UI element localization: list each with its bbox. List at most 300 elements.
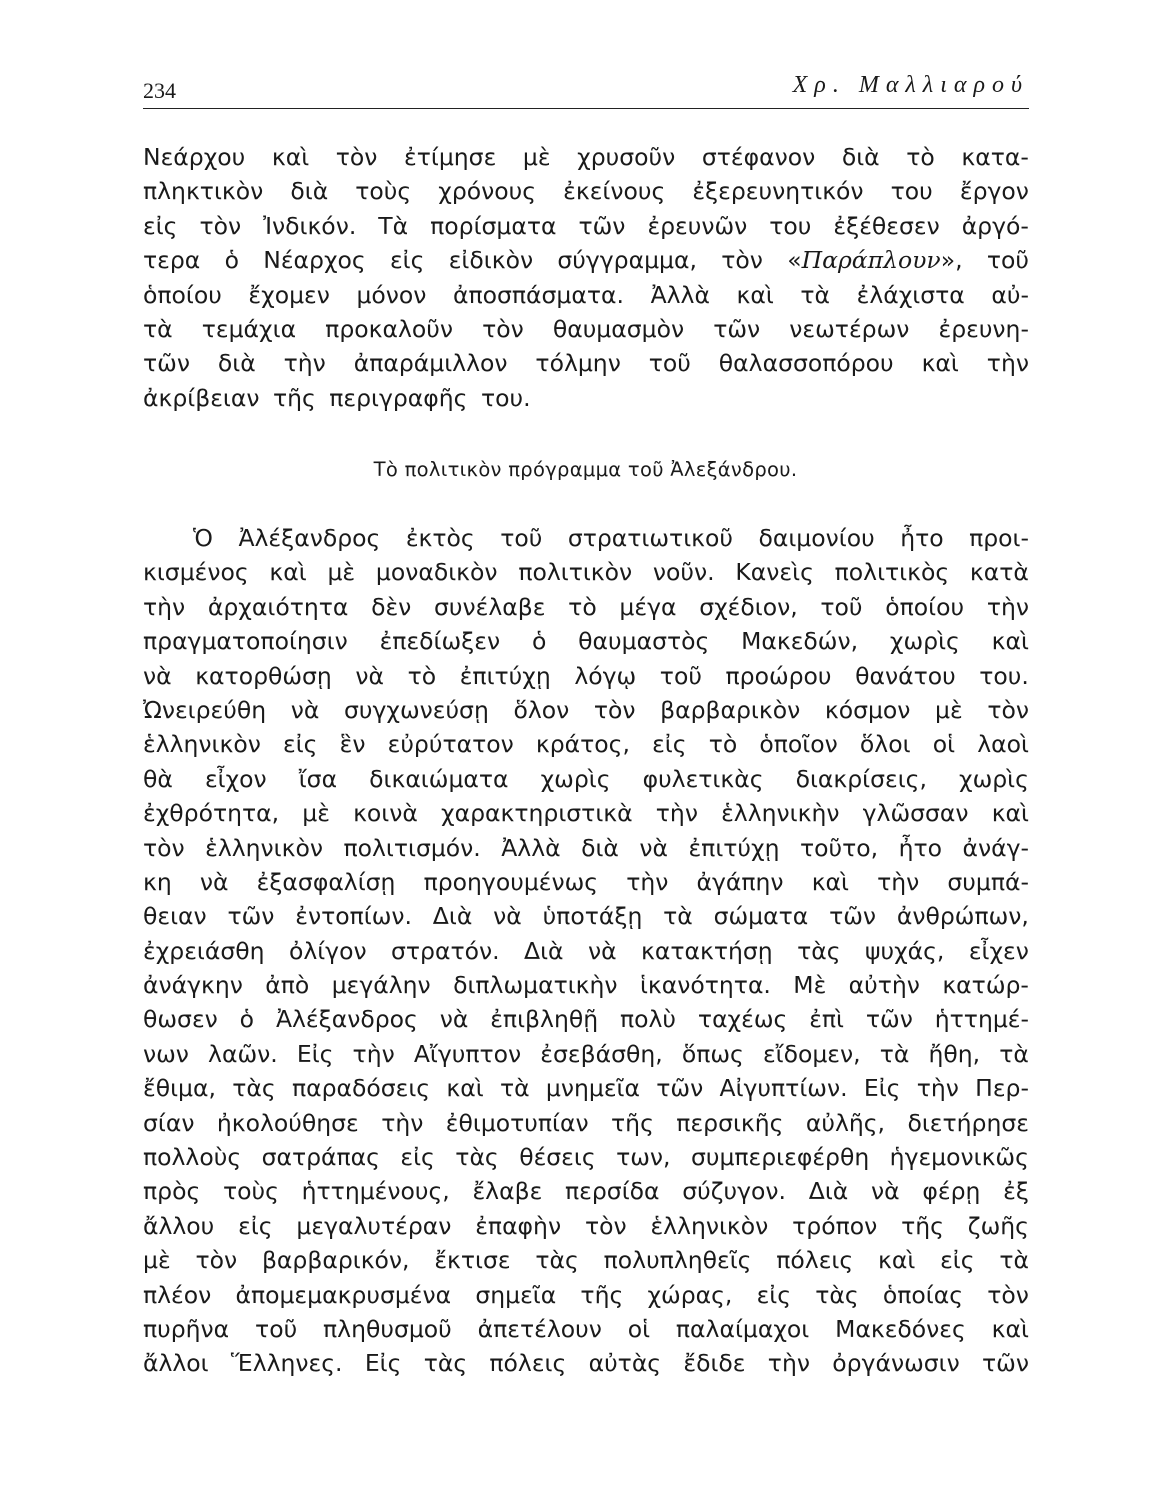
- word: ἄλλου: [143, 1211, 215, 1240]
- word: ἑλληνικὸν: [650, 1211, 769, 1240]
- word: σίαν: [143, 1108, 195, 1137]
- word: Περ-: [975, 1074, 1029, 1103]
- word: διακρίσεις,: [795, 764, 927, 793]
- word: τοῦ: [986, 246, 1029, 275]
- word: τὸν: [987, 1280, 1029, 1309]
- word: πολιτικὸν: [518, 558, 633, 587]
- word: θωσεν: [143, 1005, 218, 1034]
- word: τὸ: [906, 143, 935, 171]
- word: ἄλλοι: [143, 1349, 209, 1378]
- word: ἀνάγ-: [962, 833, 1029, 862]
- word: ὁ: [224, 246, 239, 275]
- word: εἰς: [143, 211, 178, 240]
- word: δικαιώματα: [369, 764, 509, 793]
- word: ὅλοι: [859, 730, 911, 759]
- text-line: [143, 521, 1029, 555]
- word: ἐξερευνητικόν: [692, 177, 864, 206]
- word: εἶχον: [204, 764, 267, 793]
- word: καὶ: [991, 1314, 1029, 1343]
- word: εἶχεν: [968, 936, 1029, 965]
- word: σύγγραμμα,: [557, 246, 697, 275]
- word: ἑλληνικὴν: [721, 799, 840, 828]
- word: ἀνάγκην: [143, 971, 243, 1000]
- word: συμπεριεφέρθη: [690, 1143, 870, 1172]
- word: τὰς: [797, 936, 841, 965]
- text-line: ἀκρίβειαν τῆς περιγραφῆς του.: [143, 383, 531, 412]
- word: κισμένος: [143, 558, 249, 587]
- word: μοναδικὸν: [375, 558, 498, 587]
- word: τῶν: [578, 211, 626, 240]
- word: εἴδομεν,: [762, 1039, 861, 1068]
- word: τὸ: [568, 592, 597, 621]
- word: Εἰς: [364, 1349, 402, 1378]
- word: κατα-: [961, 143, 1029, 171]
- word: χωρὶς: [959, 764, 1029, 793]
- word: Ἀλλὰ: [501, 833, 561, 862]
- word: αὐ-: [991, 280, 1029, 309]
- word: τοῦ: [820, 592, 863, 621]
- text-line: [143, 762, 1029, 796]
- word: χαρακτηριστικὰ: [441, 799, 633, 828]
- word: προι-: [969, 524, 1029, 552]
- word: φέρῃ: [922, 1177, 981, 1206]
- word: Ὠνειρεύθη: [143, 695, 267, 724]
- word: μέγα: [619, 592, 677, 621]
- text-line: [143, 174, 1029, 208]
- word: ἐπὶ: [809, 1005, 845, 1034]
- word: τῶν: [865, 1005, 913, 1034]
- word: τερα: [143, 246, 201, 275]
- word: νὰ: [439, 1005, 469, 1034]
- text-line: [143, 209, 1029, 243]
- text-line: [143, 693, 1029, 727]
- word: Διὰ: [808, 1177, 849, 1206]
- word: μὲ: [143, 1246, 171, 1275]
- word: πόλεις: [776, 1246, 854, 1275]
- word: οἱ: [932, 730, 956, 759]
- word: Μακεδών,: [741, 627, 859, 656]
- text-line: [143, 278, 1029, 312]
- word: Διὰ: [524, 936, 564, 965]
- word: Ἀλλὰ: [650, 280, 710, 309]
- word: ὑποτάξῃ: [542, 902, 643, 931]
- word: τὸν: [199, 211, 242, 240]
- word: παλαίμαχοι: [675, 1314, 810, 1343]
- word: τὴν: [877, 867, 920, 896]
- text-line: [143, 727, 1029, 761]
- word: σύζυγον.: [682, 1177, 787, 1206]
- word: τὰς: [455, 1143, 499, 1172]
- word: πόλεις: [489, 1349, 567, 1378]
- word: τὴν: [767, 1349, 810, 1378]
- word: τὰ: [800, 280, 831, 309]
- word: καὶ: [271, 143, 310, 171]
- word: ὁποίας: [882, 1280, 964, 1309]
- word: τῶν: [656, 1074, 704, 1103]
- word: τὸν: [143, 833, 185, 862]
- word: ὀργάνωσιν: [832, 1349, 960, 1378]
- word: ἑλληνικὸν: [205, 833, 323, 862]
- text-line: [143, 1346, 1029, 1380]
- word: ἔκτισε: [434, 1246, 511, 1275]
- word: Ὁ: [193, 524, 213, 552]
- word: δαιμονίου: [758, 524, 875, 552]
- word: διπλωματικὴν: [453, 971, 618, 1000]
- word: ἐχθρότητα,: [143, 799, 280, 828]
- word: ἐλάχιστα: [856, 280, 965, 309]
- page-header: [143, 70, 1029, 109]
- word: τὴν: [916, 1074, 959, 1103]
- text-line: [143, 243, 1029, 277]
- word: Νεάρχου: [143, 143, 246, 171]
- text-line: [143, 968, 1029, 1002]
- word: ἴσα: [298, 764, 338, 793]
- word: εἰς: [756, 1280, 792, 1309]
- word: τρόπον: [792, 1211, 878, 1240]
- word: ἐσεβάσθη,: [540, 1039, 663, 1068]
- word: ἐκείνους: [563, 177, 666, 206]
- word: τῶν: [227, 902, 275, 931]
- word: συνέλαβε: [434, 592, 546, 621]
- word: εἰς: [389, 246, 425, 275]
- word: ἀπαράμιλλον: [353, 349, 508, 378]
- text-line: [143, 934, 1029, 968]
- word: νων: [143, 1039, 189, 1068]
- word: νὰ: [143, 661, 172, 690]
- word: ἀπὸ: [265, 971, 310, 1000]
- word: ἐτίμησε: [404, 143, 497, 171]
- word: κατὰ: [969, 558, 1029, 587]
- word: ἀγάπην: [696, 867, 784, 896]
- word: ἐπεδίωξεν: [379, 627, 501, 656]
- word: γλῶσσαν: [862, 799, 969, 828]
- text-line: [143, 1037, 1029, 1071]
- word: ἡττημέ-: [934, 1005, 1029, 1034]
- word: ζωῆς: [967, 1211, 1029, 1240]
- word: εὐρύτατον: [387, 730, 514, 759]
- word: ὅλον: [513, 695, 570, 724]
- word: μόνον: [356, 280, 427, 309]
- word: τὸν: [195, 1246, 238, 1275]
- word: τὸν: [593, 695, 636, 724]
- word: καὶ: [991, 799, 1029, 828]
- word: Τὰ: [378, 211, 409, 240]
- text-line: [143, 312, 1029, 346]
- word: νὰ: [290, 695, 320, 724]
- word: τῶν: [143, 349, 190, 378]
- word: τὰ: [879, 1039, 910, 1068]
- word: τῆς: [580, 1280, 624, 1309]
- word: ὁ: [531, 627, 547, 656]
- word: τὴν: [143, 592, 186, 621]
- word: αὐτὴν: [848, 971, 920, 1000]
- word: Ἰνδικόν.: [263, 211, 357, 240]
- text-line: [143, 555, 1029, 589]
- word: τῆς: [901, 1211, 944, 1240]
- word: «Παράπλουν»,: [787, 246, 963, 275]
- word: τοῦ: [500, 524, 543, 552]
- word: ἡττημένους,: [301, 1177, 450, 1206]
- paragraph-1: [143, 140, 1029, 415]
- word: Μακεδόνες: [835, 1314, 966, 1343]
- word: καὶ: [736, 280, 774, 309]
- text-line: [143, 624, 1029, 658]
- word: τὰ: [143, 314, 173, 343]
- word: νὰ: [639, 833, 669, 862]
- word: διὰ: [841, 143, 880, 171]
- text-line: [143, 865, 1029, 899]
- word: του.: [979, 661, 1029, 690]
- word: Ἀλέξανδρος: [238, 524, 381, 552]
- word: τῶν: [713, 314, 761, 343]
- word: χωρὶς: [540, 764, 611, 793]
- word: προώρου: [725, 661, 832, 690]
- word: μνημεῖα: [545, 1074, 640, 1103]
- word: περσικῆς: [676, 1108, 784, 1137]
- word: τὸν: [584, 1211, 627, 1240]
- text-line: [143, 1071, 1029, 1105]
- word: νοῦν.: [652, 558, 715, 587]
- word: μὲ: [935, 695, 963, 724]
- word: τῶν: [829, 902, 877, 931]
- word: τὰς: [423, 1349, 468, 1378]
- word: ψυχάς,: [864, 936, 945, 965]
- word: τὴν: [283, 349, 326, 378]
- word: λαῶν.: [208, 1039, 278, 1068]
- word: ἀπομεμακρυσμένα: [235, 1280, 452, 1309]
- word: καὶ: [877, 1246, 916, 1275]
- word: του: [890, 177, 933, 206]
- word: καὶ: [811, 867, 849, 896]
- word: σχέδιον,: [699, 592, 798, 621]
- word: νὰ: [587, 936, 617, 965]
- word: ὀλίγον: [288, 936, 367, 965]
- word: ἐξασφαλίσῃ: [256, 867, 396, 896]
- word: ὅπως: [681, 1039, 744, 1068]
- word: πραγματοποίησιν: [143, 627, 348, 656]
- word: θὰ: [143, 764, 173, 793]
- word: ἓν: [339, 730, 366, 759]
- word: προηγουμένως: [423, 867, 599, 896]
- word: καὶ: [921, 349, 959, 378]
- word: θέσεις: [519, 1143, 596, 1172]
- word: τῆς: [611, 1108, 654, 1137]
- text-line: [143, 831, 1029, 865]
- word: τῶν: [982, 1349, 1029, 1378]
- word: τὸν: [721, 246, 763, 275]
- word: πυρῆνα: [143, 1314, 230, 1343]
- word: κατώρ-: [942, 971, 1029, 1000]
- word: τὴν: [655, 799, 698, 828]
- word: στέφανον: [701, 143, 816, 171]
- word: βαρβαρικὸν: [660, 695, 801, 724]
- word: βαρβαρικόν,: [261, 1246, 410, 1275]
- word: τὰς: [815, 1280, 859, 1309]
- word: σώματα: [713, 902, 809, 931]
- text-line: [143, 1174, 1029, 1208]
- word: εἰς: [940, 1246, 975, 1275]
- word: μεγαλυτέραν: [296, 1211, 452, 1240]
- word: τοὺς: [222, 1177, 279, 1206]
- word: ἔλαβε: [472, 1177, 543, 1206]
- word: πολυπληθεῖς: [603, 1246, 752, 1275]
- word: ἠκολούθησε: [216, 1108, 359, 1137]
- word: ἐχρειάσθη: [143, 936, 265, 965]
- text-line: [143, 346, 1029, 380]
- text-line: [143, 659, 1029, 693]
- word: τὸ: [708, 730, 738, 759]
- word: συγχωνεύσῃ: [343, 695, 489, 724]
- word: ἀργό-: [961, 211, 1029, 240]
- word: συμπά-: [947, 867, 1029, 896]
- word: διὰ: [290, 177, 329, 206]
- word: πρὸς: [143, 1177, 201, 1206]
- word: θειαν: [143, 902, 207, 931]
- word: ἐπαφὴν: [475, 1211, 562, 1240]
- word: ἐπιβληθῇ: [490, 1005, 599, 1034]
- word: ἐκτὸς: [405, 524, 475, 552]
- word: κόσμον: [824, 695, 911, 724]
- word: καὶ: [269, 558, 307, 587]
- word: τεμάχια: [201, 314, 297, 343]
- text-line: [143, 1002, 1029, 1036]
- word: ὁποῖον: [759, 730, 838, 759]
- word: τὸν: [482, 314, 524, 343]
- word: τὸν: [987, 695, 1029, 724]
- word: ἐπιτύχῃ: [459, 661, 551, 690]
- word: λόγῳ: [574, 661, 637, 690]
- word: του: [769, 211, 812, 240]
- word: εἰς: [283, 730, 318, 759]
- word: τὸν: [335, 143, 378, 171]
- word: Κανεὶς: [735, 558, 814, 587]
- section-heading: Τὸ πολιτικὸν πρόγραμμα τοῦ Ἀλεξάνδρου.: [373, 458, 798, 481]
- word: στρατόν.: [391, 936, 500, 965]
- word: τὸ: [407, 661, 437, 690]
- word: πολιτικὸς: [834, 558, 950, 587]
- word: ἀπετέλουν: [477, 1314, 602, 1343]
- word: παραδόσεις: [291, 1074, 431, 1103]
- text-line: [143, 1209, 1029, 1243]
- word: εἰδικὸν: [448, 246, 534, 275]
- word: νὰ: [493, 902, 522, 931]
- word: Ἀλέξανδρος: [275, 1005, 418, 1034]
- running-head: Χρ. Μαλλιαρού: [792, 72, 1029, 98]
- word: προκαλοῦν: [325, 314, 453, 343]
- word: διὰ: [581, 833, 619, 862]
- word: τὴν: [986, 592, 1029, 621]
- word: Νέαρχος: [263, 246, 366, 275]
- word: ἔχομεν: [248, 280, 330, 309]
- word: πορίσματα: [430, 211, 557, 240]
- word: πολιτισμόν.: [343, 833, 481, 862]
- word: θανάτου: [855, 661, 956, 690]
- word: ἔργον: [959, 177, 1029, 206]
- word: μεγάλην: [331, 971, 431, 1000]
- word: Εἰς: [863, 1074, 901, 1103]
- word: ἐντοπίων.: [295, 902, 412, 931]
- word: τοὺς: [355, 177, 412, 206]
- word: ἔθιμα,: [143, 1074, 216, 1103]
- word: ἐπιτύχῃ: [688, 833, 780, 862]
- word: τοῦ: [659, 661, 702, 690]
- word: τὴν: [381, 1108, 424, 1137]
- word: αὐτὰς: [588, 1349, 662, 1378]
- word: ἀνθρώπων,: [896, 902, 1029, 931]
- word: τὰ: [999, 1039, 1029, 1068]
- word: ἔδιδε: [683, 1349, 746, 1378]
- word: πολλοὺς: [143, 1143, 242, 1172]
- word: ἑλληνικὸν: [143, 730, 261, 759]
- word: ἐρευνη-: [938, 314, 1029, 343]
- word: τὴν: [626, 867, 669, 896]
- word: τόλμην: [535, 349, 621, 378]
- word: νεωτέρων: [789, 314, 910, 343]
- text-line: [143, 1312, 1029, 1346]
- word: ὁποίου: [143, 280, 222, 309]
- word: τοῦτο,: [799, 833, 879, 862]
- word: πληθυσμοῦ: [323, 1314, 452, 1343]
- word: τὰ: [663, 902, 693, 931]
- word: ἦτο: [900, 524, 944, 552]
- word: ἐρευνῶν: [647, 211, 748, 240]
- word: δὲν: [371, 592, 412, 621]
- page-number: 234: [143, 78, 176, 103]
- word: ἱκανότητα.: [639, 971, 771, 1000]
- word: αὐλῆς,: [805, 1108, 886, 1137]
- word: Ἕλληνες.: [230, 1349, 343, 1378]
- word: ἀρχαιότητα: [207, 592, 349, 621]
- word: κατορθώσῃ: [195, 661, 332, 690]
- word: νὰ: [199, 867, 229, 896]
- text-line: [143, 899, 1029, 933]
- word: τὴν: [352, 1039, 395, 1068]
- word: μὲ: [522, 143, 551, 171]
- text-line: [143, 1278, 1029, 1312]
- word: τὰ: [499, 1074, 530, 1103]
- word: ὁ: [239, 1005, 255, 1034]
- word: ἦτο: [898, 833, 942, 862]
- word: τὴν: [986, 349, 1029, 378]
- word: χρόνους: [438, 177, 537, 206]
- word: Αἴγυπτον: [413, 1039, 522, 1068]
- word: πολὺ: [620, 1005, 677, 1034]
- word: ἡγεμονικῶς: [889, 1143, 1029, 1172]
- word: ὁποίου: [885, 592, 965, 621]
- word: εἰς: [652, 730, 687, 759]
- word: στρατιωτικοῦ: [567, 524, 733, 552]
- word: περσίδα: [565, 1177, 660, 1206]
- word: κράτος,: [535, 730, 630, 759]
- word: θαλασσοπόρου: [718, 349, 894, 378]
- word: οἱ: [627, 1314, 651, 1343]
- word: νὰ: [871, 1177, 900, 1206]
- word: Διὰ: [432, 902, 473, 931]
- word: θαυμασμὸν: [552, 314, 685, 343]
- word: σατράπας: [261, 1143, 380, 1172]
- word: πλέον: [143, 1280, 212, 1309]
- text-line: [143, 590, 1029, 624]
- text-line: [143, 140, 1029, 174]
- word: πληκτικὸν: [143, 177, 264, 206]
- word: καὶ: [991, 627, 1029, 656]
- word: χώρας,: [647, 1280, 733, 1309]
- word: ἐθιμοτυπίαν: [445, 1108, 589, 1137]
- word: διὰ: [217, 349, 256, 378]
- text-line: [143, 1106, 1029, 1140]
- word: τὰ: [999, 1246, 1029, 1275]
- word: διετήρησε: [907, 1108, 1029, 1137]
